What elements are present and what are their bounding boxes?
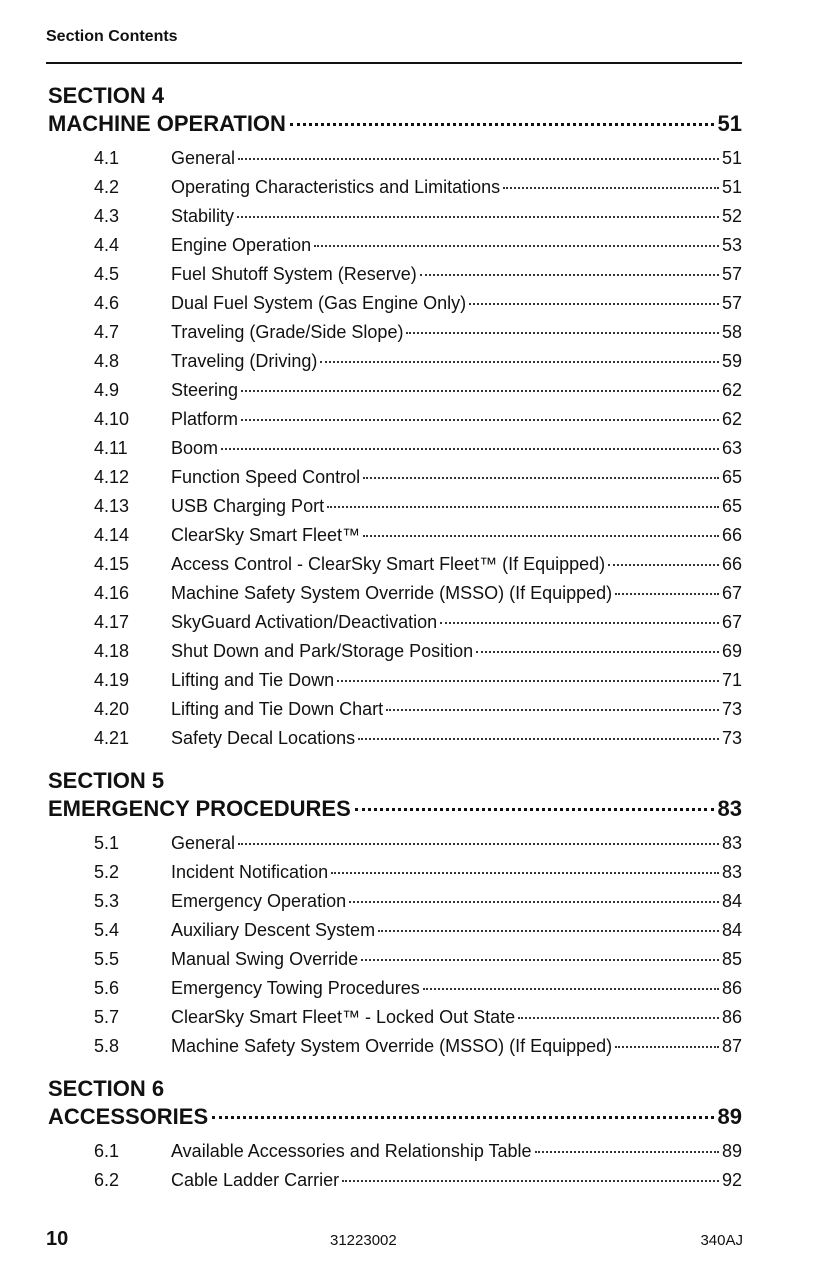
section-title: ACCESSORIES	[48, 1104, 209, 1129]
toc-sections	[48, 82, 742, 1195]
entry-number: 4.8	[94, 351, 120, 371]
entry-title: Stability	[171, 206, 235, 226]
entry-number: 4.11	[94, 438, 128, 458]
dot-leader	[518, 1017, 719, 1019]
footer-doc-number: 31223002	[330, 1232, 397, 1249]
entry-page: 67	[721, 583, 742, 603]
section-page: 89	[717, 1104, 742, 1129]
entry-number: 6.2	[94, 1170, 120, 1190]
entry-title: Shut Down and Park/Storage Position	[171, 641, 474, 661]
entry-title: Operating Characteristics and Limitations	[171, 177, 501, 197]
dot-leader	[358, 738, 719, 740]
entry-number: 4.5	[94, 264, 120, 284]
entry-number: 4.12	[94, 467, 130, 487]
toc-entry[interactable]	[48, 1032, 742, 1061]
entry-page: 69	[721, 641, 742, 661]
section-page: 83	[717, 796, 742, 821]
dot-leader	[241, 390, 719, 392]
entry-page: 73	[721, 728, 742, 748]
dot-leader	[469, 303, 719, 305]
entry-number: 4.2	[94, 177, 120, 197]
entry-title: Emergency Towing Procedures	[171, 978, 420, 998]
dot-leader	[314, 245, 719, 247]
entry-number: 4.14	[94, 525, 130, 545]
entry-page: 85	[721, 949, 742, 969]
entry-page: 71	[721, 670, 742, 690]
entry-page: 63	[721, 438, 742, 458]
toc-entry[interactable]	[48, 492, 742, 521]
entry-page: 57	[721, 293, 742, 313]
entry-number: 4.9	[94, 380, 120, 400]
dot-leader	[503, 187, 719, 189]
entry-title: ClearSky Smart Fleet™	[171, 525, 361, 545]
entry-page: 65	[721, 467, 742, 487]
entry-title: Engine Operation	[171, 235, 312, 255]
entry-number: 4.10	[94, 409, 130, 429]
dot-leader	[535, 1151, 719, 1153]
toc-entry[interactable]	[48, 463, 742, 492]
section-label: SECTION 6	[48, 1076, 165, 1101]
entry-number: 4.1	[94, 148, 120, 168]
entry-number: 4.21	[94, 728, 130, 748]
toc-entry[interactable]	[48, 318, 742, 347]
header-title: Section Contents	[46, 28, 178, 45]
entry-number: 5.1	[94, 833, 120, 853]
toc-section	[48, 82, 742, 753]
entry-number: 5.2	[94, 862, 120, 882]
toc-entry[interactable]	[48, 858, 742, 887]
section-entries	[48, 829, 742, 1061]
entry-page: 86	[721, 978, 742, 998]
dot-leader	[212, 1116, 713, 1119]
dot-leader	[238, 158, 719, 160]
entry-number: 5.5	[94, 949, 120, 969]
dot-leader	[238, 843, 719, 845]
entry-number: 6.1	[94, 1141, 120, 1161]
entry-title: General	[171, 833, 236, 853]
toc-entry[interactable]	[48, 1003, 742, 1032]
toc-entry[interactable]	[48, 829, 742, 858]
dot-leader	[608, 564, 719, 566]
entry-page: 87	[721, 1036, 742, 1056]
entry-number: 4.19	[94, 670, 130, 690]
dot-leader	[342, 1180, 719, 1182]
entry-title: Fuel Shutoff System (Reserve)	[171, 264, 417, 284]
entry-page: 83	[721, 862, 742, 882]
entry-title: Function Speed Control	[171, 467, 361, 487]
entry-title: General	[171, 148, 236, 168]
entry-title: Incident Notification	[171, 862, 329, 882]
entry-title: Available Accessories and Relationship Table	[171, 1141, 532, 1161]
entry-title: Manual Swing Override	[171, 949, 359, 969]
entry-title: Emergency Operation	[171, 891, 347, 911]
dot-leader	[221, 448, 719, 450]
toc-entry[interactable]	[48, 405, 742, 434]
entry-title: Dual Fuel System (Gas Engine Only)	[171, 293, 467, 313]
entry-page: 66	[721, 525, 742, 545]
section-title: MACHINE OPERATION	[48, 111, 286, 136]
dot-leader	[327, 506, 719, 508]
entry-title: USB Charging Port	[171, 496, 325, 516]
toc-entry[interactable]	[48, 724, 742, 753]
dot-leader	[423, 988, 719, 990]
entry-title: Safety Decal Locations	[171, 728, 356, 748]
entry-page: 62	[721, 409, 742, 429]
entry-page: 92	[721, 1170, 742, 1190]
toc-entry[interactable]	[48, 289, 742, 318]
entry-page: 57	[721, 264, 742, 284]
section-label: SECTION 5	[48, 768, 165, 793]
entry-page: 53	[721, 235, 742, 255]
dot-leader	[406, 332, 719, 334]
section-entries	[48, 1137, 742, 1195]
toc-entry[interactable]	[48, 173, 742, 202]
toc-entry[interactable]	[48, 666, 742, 695]
entry-number: 4.3	[94, 206, 120, 226]
toc-entry[interactable]	[48, 376, 742, 405]
entry-number: 4.13	[94, 496, 130, 516]
entry-page: 67	[721, 612, 742, 632]
dot-leader	[363, 477, 719, 479]
entry-page: 86	[721, 1007, 742, 1027]
entry-title: Traveling (Driving)	[171, 351, 318, 371]
entry-page: 52	[721, 206, 742, 226]
dot-leader	[331, 872, 719, 874]
entry-title: Auxiliary Descent System	[171, 920, 376, 940]
entry-page: 62	[721, 380, 742, 400]
entry-number: 4.4	[94, 235, 120, 255]
section-page: 51	[717, 111, 742, 136]
toc-entry[interactable]	[48, 434, 742, 463]
entry-page: 84	[721, 891, 742, 911]
entry-number: 4.20	[94, 699, 130, 719]
toc-entry[interactable]	[48, 231, 742, 260]
dot-leader	[237, 216, 719, 218]
entry-title: Access Control - ClearSky Smart Fleet™ (If Equipped)	[171, 554, 606, 574]
toc-entry[interactable]	[48, 974, 742, 1003]
entry-number: 5.7	[94, 1007, 120, 1027]
entry-number: 4.15	[94, 554, 130, 574]
entry-number: 4.6	[94, 293, 120, 313]
section-title-row[interactable]	[48, 110, 742, 138]
entry-title: Platform	[171, 409, 239, 429]
dot-leader	[476, 651, 719, 653]
dot-leader	[615, 593, 719, 595]
toc-entry[interactable]	[48, 637, 742, 666]
entry-title: ClearSky Smart Fleet™ - Locked Out State	[171, 1007, 516, 1027]
toc-entry[interactable]	[48, 202, 742, 231]
dot-leader	[361, 959, 719, 961]
toc-section	[48, 767, 742, 1061]
dot-leader	[355, 808, 714, 811]
toc-entry[interactable]	[48, 579, 742, 608]
entry-title: Traveling (Grade/Side Slope)	[171, 322, 404, 342]
toc-entry[interactable]	[48, 521, 742, 550]
toc-entry[interactable]	[48, 887, 742, 916]
toc-entry[interactable]	[48, 144, 742, 173]
section-title-row[interactable]	[48, 1103, 742, 1131]
entry-number: 5.4	[94, 920, 120, 940]
entry-number: 4.17	[94, 612, 130, 632]
entry-page: 89	[721, 1141, 742, 1161]
entry-title: Steering	[171, 380, 239, 400]
dot-leader	[320, 361, 719, 363]
entry-page: 66	[721, 554, 742, 574]
toc-entry[interactable]	[48, 260, 742, 289]
dot-leader	[337, 680, 719, 682]
toc-entry[interactable]	[48, 1166, 742, 1195]
toc-entry[interactable]	[48, 945, 742, 974]
entry-page: 84	[721, 920, 742, 940]
entry-number: 5.8	[94, 1036, 120, 1056]
toc-entry[interactable]	[48, 1137, 742, 1166]
entry-number: 5.6	[94, 978, 120, 998]
dot-leader	[349, 901, 719, 903]
header-rule	[46, 62, 742, 64]
toc-entry[interactable]	[48, 550, 742, 579]
toc-entry[interactable]	[48, 695, 742, 724]
dot-leader	[241, 419, 719, 421]
dot-leader	[420, 274, 719, 276]
entry-page: 59	[721, 351, 742, 371]
toc-entry[interactable]	[48, 916, 742, 945]
section-entries	[48, 144, 742, 753]
entry-page: 51	[721, 148, 742, 168]
section-label: SECTION 4	[48, 83, 165, 108]
entry-page: 83	[721, 833, 742, 853]
entry-title: Boom	[171, 438, 219, 458]
entry-title: Lifting and Tie Down Chart	[171, 699, 384, 719]
entry-number: 5.3	[94, 891, 120, 911]
footer-page-number: 10	[46, 1228, 69, 1250]
entry-title: Cable Ladder Carrier	[171, 1170, 340, 1190]
entry-title: Machine Safety System Override (MSSO) (If Equipped)	[171, 583, 613, 603]
entry-number: 4.18	[94, 641, 130, 661]
dot-leader	[440, 622, 719, 624]
dot-leader	[290, 123, 714, 126]
toc-section	[48, 1075, 742, 1195]
entry-page: 65	[721, 496, 742, 516]
footer-model: 340AJ	[700, 1232, 743, 1249]
entry-page: 73	[721, 699, 742, 719]
toc-entry[interactable]	[48, 347, 742, 376]
dot-leader	[363, 535, 719, 537]
entry-title: Machine Safety System Override (MSSO) (If Equipped)	[171, 1036, 613, 1056]
entry-number: 4.7	[94, 322, 120, 342]
section-title: EMERGENCY PROCEDURES	[48, 796, 351, 821]
entry-title: SkyGuard Activation/Deactivation	[171, 612, 438, 632]
entry-page: 58	[721, 322, 742, 342]
entry-title: Lifting and Tie Down	[171, 670, 335, 690]
toc-entry[interactable]	[48, 608, 742, 637]
section-title-row[interactable]	[48, 795, 742, 823]
dot-leader	[378, 930, 719, 932]
dot-leader	[386, 709, 719, 711]
entry-number: 4.16	[94, 583, 130, 603]
dot-leader	[615, 1046, 719, 1048]
entry-page: 51	[721, 177, 742, 197]
